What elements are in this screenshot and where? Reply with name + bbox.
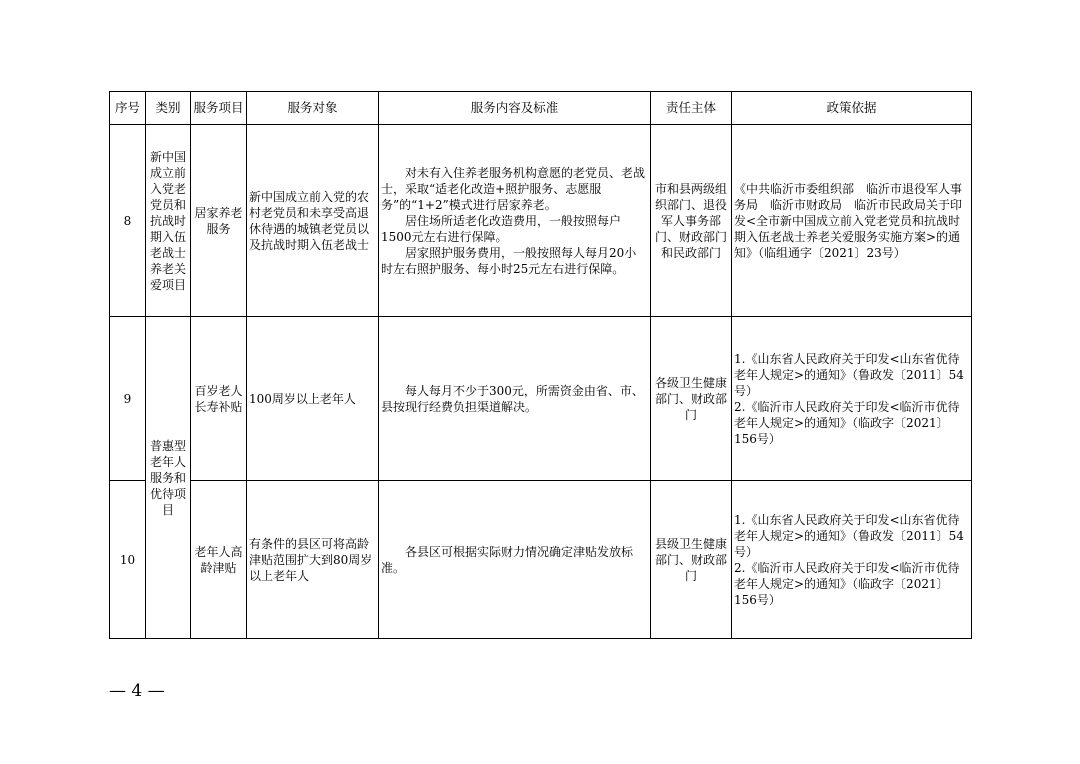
- policy-item: 2.《临沂市人民政府关于印发<临沂市优待老年人规定>的通知》（临政字〔2021〕156号）: [734, 560, 960, 607]
- content-paragraph: 居住场所适老化改造费用，一般按照每户1500元左右进行保障。: [381, 213, 622, 244]
- row-category-merged: 普惠型老年人服务和优待项目: [146, 317, 191, 639]
- row-category: 新中国成立前入党老党员和抗战时期入伍老战士养老关爱项目: [146, 125, 191, 317]
- table-row: [110, 317, 972, 481]
- row-no: 10: [110, 481, 146, 639]
- row-item: 老年人高龄津贴: [191, 481, 247, 639]
- row-target: 100周岁以上老年人: [247, 317, 379, 481]
- row-responsible: 各级卫生健康部门、财政部门: [651, 317, 732, 481]
- row-policy: [732, 481, 972, 639]
- policy-item: 2.《临沂市人民政府关于印发<临沂市优待老年人规定>的通知》（临政字〔2021〕156号）: [734, 399, 960, 446]
- row-responsible: 市和县两级组织部门、退役军人事务部门、财政部门和民政部门: [651, 125, 732, 317]
- policy-item: 1.《山东省人民政府关于印发<山东省优待老年人规定>的通知》（鲁政发〔2011〕54号）: [734, 351, 964, 398]
- policy-item: 1.《山东省人民政府关于印发<山东省优待老年人规定>的通知》（鲁政发〔2011〕54号）: [734, 512, 964, 559]
- row-content: [379, 317, 651, 481]
- row-content: [379, 481, 651, 639]
- table-row: [110, 125, 972, 317]
- row-policy: [732, 317, 972, 481]
- row-policy: 《中共临沂市委组织部 临沂市退役军人事务局 临沂市财政局 临沂市民政局关于印发<全市新中国成立前入党老党员和抗战时期入伍老战士养老关爱服务实施方案>的通知》（临组通字〔2021〕23号）: [732, 125, 972, 317]
- table-row: [110, 481, 972, 639]
- content-paragraph: 居家照护服务费用，一般按照每人每月20小时左右照护服务、每小时25元左右进行保障。: [381, 245, 637, 276]
- row-no: 9: [110, 317, 146, 481]
- row-responsible: 县级卫生健康部门、财政部门: [651, 481, 732, 639]
- header-content: 服务内容及标准: [379, 92, 651, 125]
- row-item: 百岁老人长寿补贴: [191, 317, 247, 481]
- header-responsible: 责任主体: [651, 92, 732, 125]
- header-item: 服务项目: [191, 92, 247, 125]
- header-category: 类别: [146, 92, 191, 125]
- content-paragraph: 每人每月不少于300元，所需资金由省、市、县按现行经费负担渠道解决。: [381, 383, 644, 414]
- content-paragraph: 各县区可根据实际财力情况确定津贴发放标准。: [381, 544, 634, 575]
- content-paragraph: 对未有入住养老服务机构意愿的老党员、老战士，采取“适老化改造+照护服务、志愿服务”的“1+2”模式进行居家养老。: [381, 165, 646, 212]
- row-item: 居家养老服务: [191, 125, 247, 317]
- row-target: 有条件的县区可将高龄津贴范围扩大到80周岁以上老年人: [247, 481, 379, 639]
- row-no: 8: [110, 125, 146, 317]
- header-no: 序号: [110, 92, 146, 125]
- policy-table: [109, 91, 972, 639]
- row-target: 新中国成立前入党的农村老党员和未享受高退休待遇的城镇老党员以及抗战时期入伍老战士: [247, 125, 379, 317]
- header-target: 服务对象: [247, 92, 379, 125]
- header-policy: 政策依据: [732, 92, 972, 125]
- page-number: — 4 —: [109, 681, 165, 701]
- header-row: [110, 92, 972, 125]
- row-content: [379, 125, 651, 317]
